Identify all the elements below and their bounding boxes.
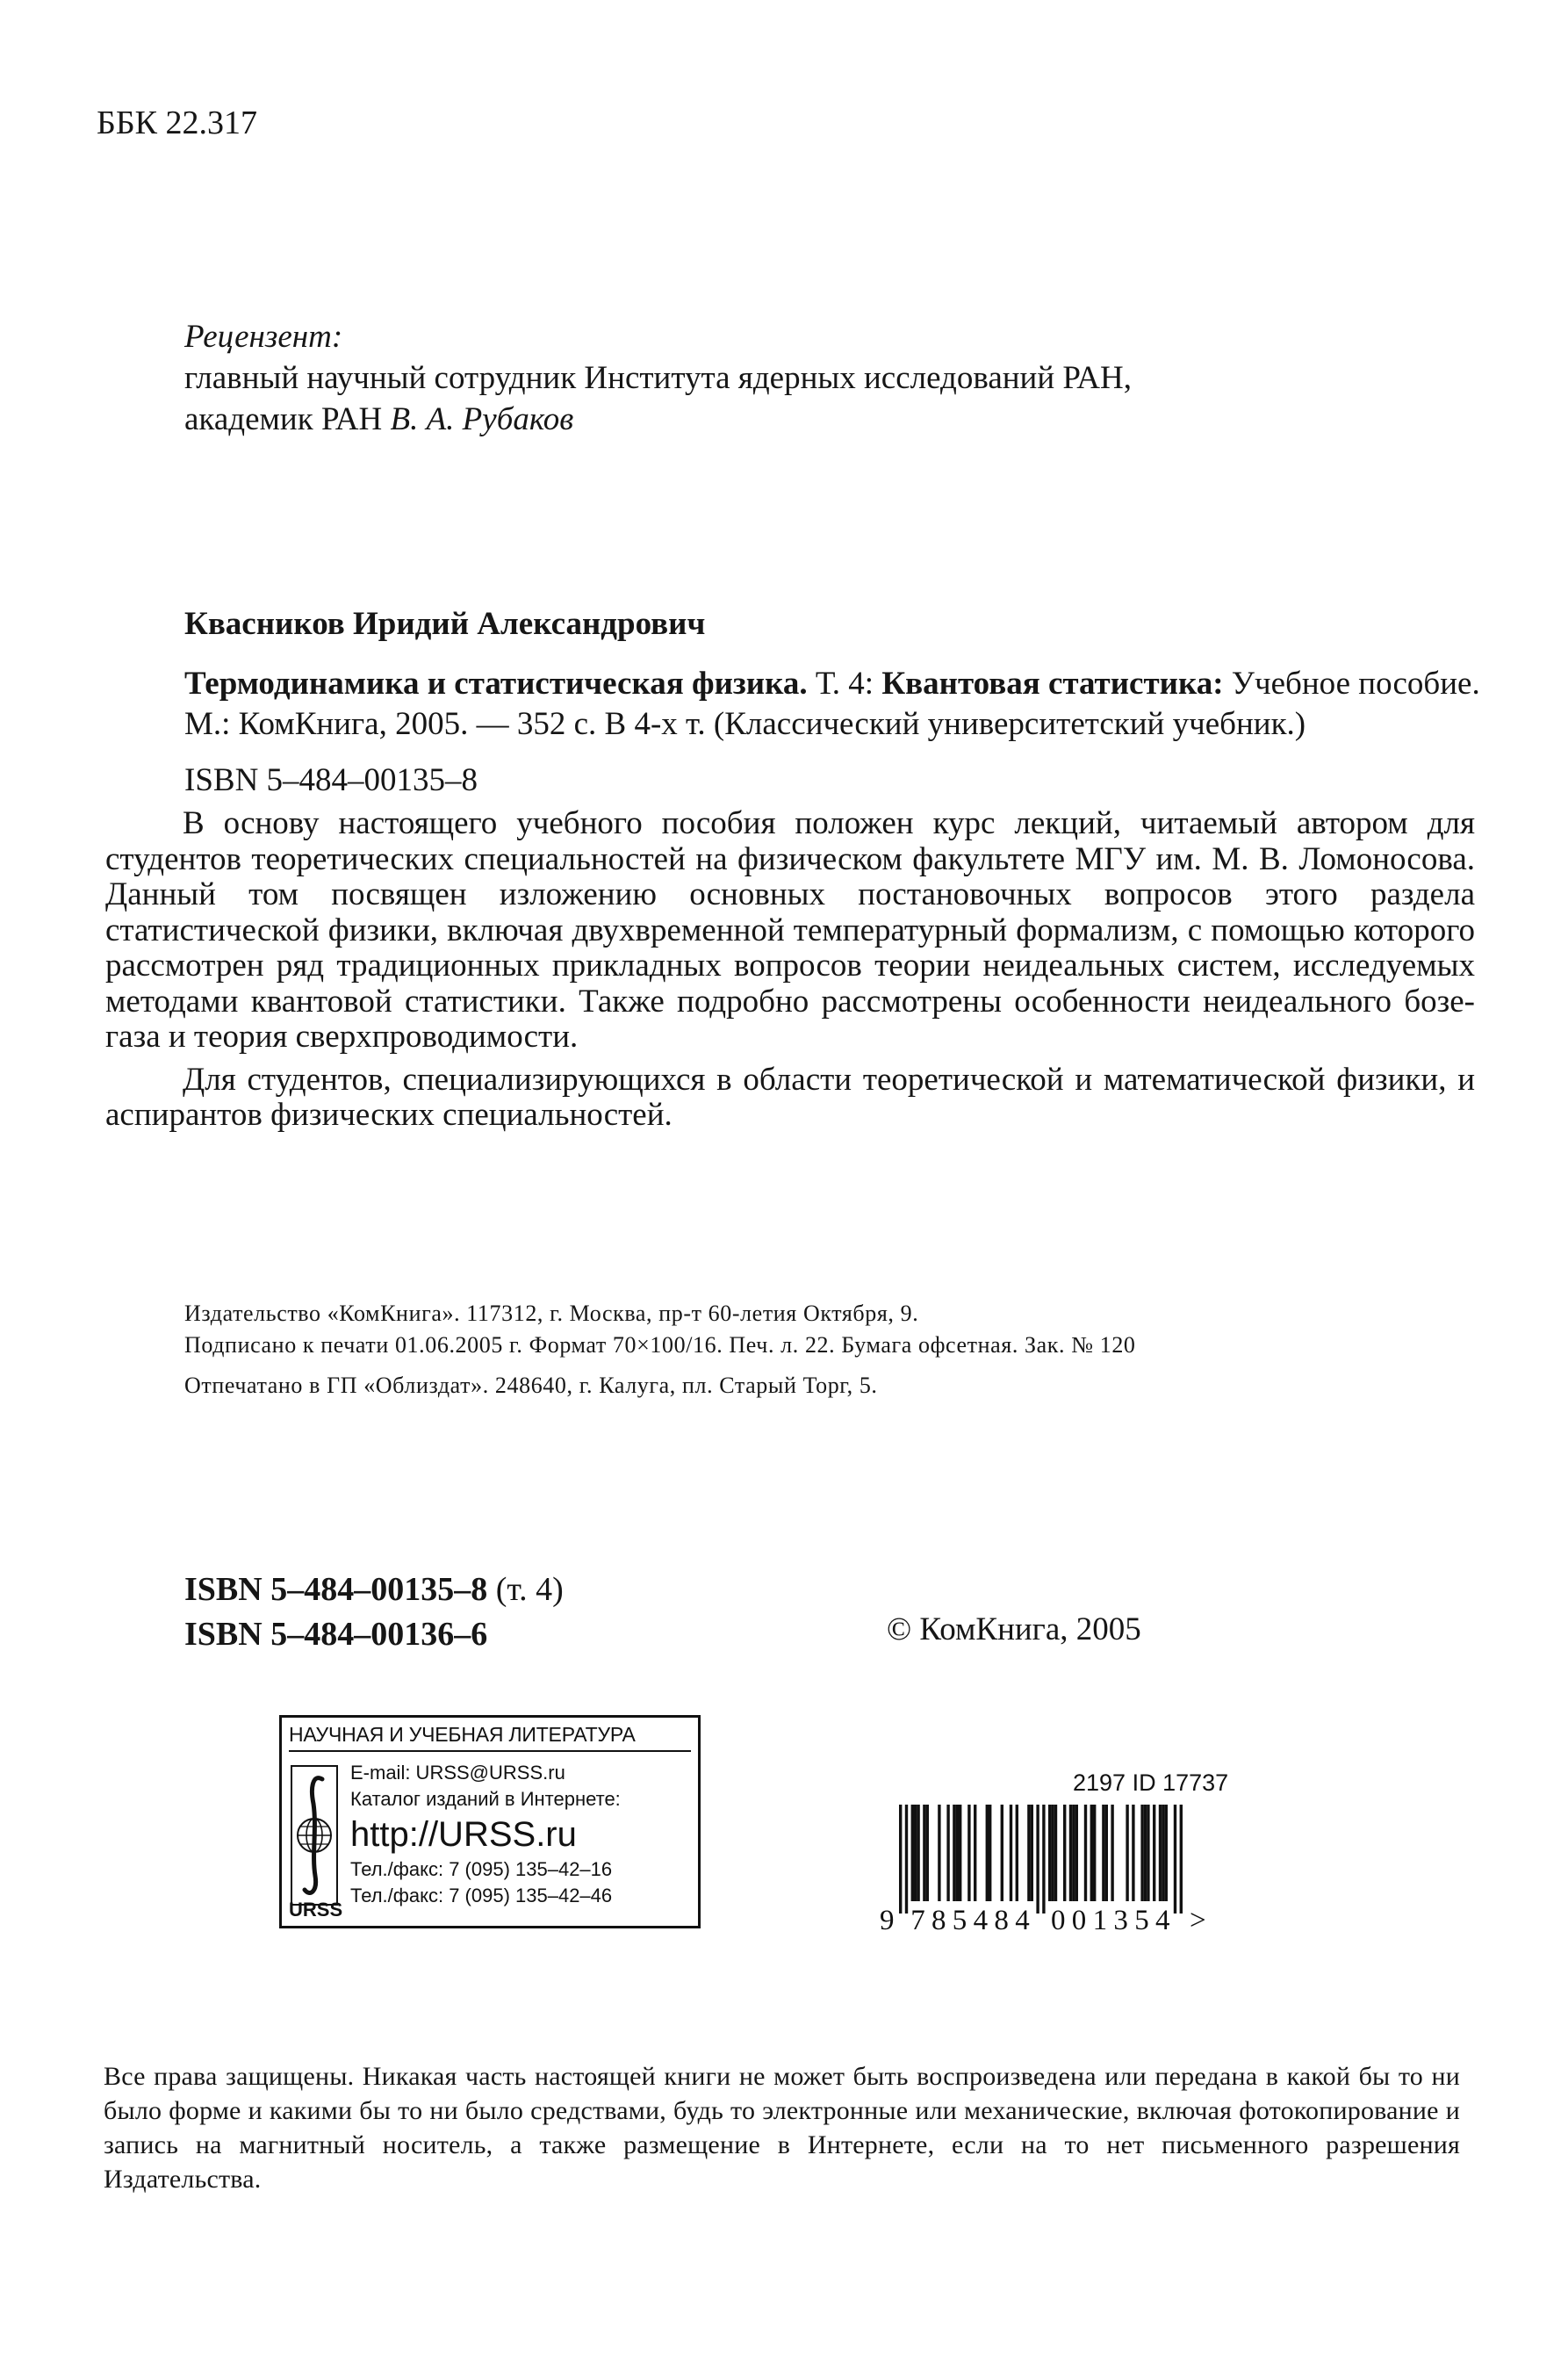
abstract-paragraph-1: В основу настоящего учебного пособия положен курс лекций, читаемый автором для студентов теоретических специальностей на физическом факультете МГУ им. М. В. Ломоносова. Данный том посвящен изложению основных постановочных вопросов этого раздела статистической физики, включая двухвременной температурный формализм, с помощью которого рассмотрен ряд традиционных прикладных вопросов теории неидеальных систем, исследуемых методами квантовой статистики. Также подробно рассмотрены особенности неидеального бозе-газа и теория сверхпроводимости. [105, 805, 1475, 1055]
barcode-bar [905, 1805, 908, 1914]
isbn-volume-line [184, 1568, 564, 1612]
reviewer-block [184, 316, 1501, 440]
publisher-url[interactable]: http://URSS.ru [350, 1815, 577, 1854]
catalog-subtitle: Квантовая статистика: [881, 666, 1224, 702]
barcode-marker: > [1190, 1905, 1206, 1936]
isbn-block [184, 1568, 564, 1657]
barcode-bar [1051, 1805, 1054, 1901]
barcode-bar [1084, 1805, 1087, 1901]
barcode-digit: 5 [1134, 1905, 1149, 1936]
barcode-bar [1105, 1805, 1108, 1901]
imprint-publisher: Издательство «КомКнига». 117312, г. Москва, пр-т 60-летия Октября, 9. [184, 1301, 919, 1326]
barcode-bar [1031, 1805, 1033, 1901]
barcode-digit: 8 [931, 1905, 946, 1936]
barcode-bar [974, 1805, 976, 1901]
barcode-bar [1162, 1805, 1164, 1901]
barcode-block [878, 1769, 1255, 1945]
catalog-volume: Т. 4: [807, 666, 882, 702]
catalog-author: Квасников Иридий Александрович [184, 606, 706, 642]
barcode-digit: 4 [1015, 1905, 1030, 1936]
barcode-bar [914, 1805, 917, 1901]
urss-logo-text: URSS [289, 1899, 343, 1921]
barcode-bar [926, 1805, 929, 1901]
barcode-bar [917, 1805, 919, 1901]
barcode-bar [959, 1805, 961, 1901]
publisher-contacts [350, 1760, 621, 1909]
barcode-bar [1027, 1805, 1030, 1901]
imprint-block [184, 1298, 1457, 1402]
barcode-bar [938, 1805, 940, 1901]
abstract-paragraph-2: Для студентов, специализирующихся в области теоретической и математической физики, и аспирантов физических специальностей. [105, 1061, 1475, 1133]
imprint-printed: Отпечатано в ГП «Облиздат». 248640, г. Калуга, пл. Старый Торг, 5. [184, 1373, 878, 1398]
barcode-digit: 0 [1051, 1905, 1066, 1936]
barcode-bar [956, 1805, 959, 1901]
urss-logo-icon [291, 1765, 338, 1906]
barcode-bar [923, 1805, 925, 1901]
reviewer-line-2 [184, 399, 1501, 440]
barcode-bar [953, 1805, 955, 1901]
reviewer-label: Рецензент: [184, 319, 343, 355]
barcode-bar [1102, 1805, 1104, 1901]
barcode-bar [1042, 1805, 1045, 1914]
catalog-rest: Учебное пособие. М.: КомКнига, 2005. — 352 с. В 4-х т. (Классический университетский учебник.) [184, 666, 1480, 742]
catalog-entry [184, 604, 1484, 801]
publisher-phone-2: Тел./факс: 7 (095) 135–42–46 [350, 1885, 613, 1906]
catalog-title: Термодинамика и статистическая физика. [184, 666, 808, 702]
isbn-set: ISBN 5–484–00136–6 [184, 1616, 488, 1653]
barcode-bar [1132, 1805, 1134, 1901]
barcode-id: 2197 ID 17737 [1073, 1769, 1229, 1796]
publisher-box [279, 1715, 701, 1928]
barcode-bar [1180, 1805, 1183, 1914]
barcode-digit: 4 [1155, 1905, 1170, 1936]
copyright: © КомКнига, 2005 [887, 1611, 1141, 1647]
barcode-bar [911, 1805, 914, 1901]
barcode-bar [1069, 1805, 1072, 1901]
barcode-bar [1144, 1805, 1147, 1901]
barcode-bar [989, 1805, 991, 1901]
publisher-catalog-label: Каталог изданий в Интернете: [350, 1788, 621, 1810]
barcode-bar [1147, 1805, 1149, 1901]
barcode-bar [1159, 1805, 1162, 1901]
publisher-phone-1: Тел./факс: 7 (095) 135–42–16 [350, 1858, 613, 1880]
reviewer-name: В. А. Рубаков [390, 401, 574, 437]
barcode-bar [1048, 1805, 1051, 1901]
barcode-bar [1111, 1805, 1113, 1901]
barcode-digit: 5 [952, 1905, 967, 1936]
reviewer-line-2-prefix: академик РАН [184, 401, 391, 437]
barcode-digit: 1 [1092, 1905, 1108, 1936]
barcode-bar [1016, 1805, 1018, 1901]
isbn-volume-note: (т. 4) [487, 1571, 564, 1608]
barcode-bar [1140, 1805, 1143, 1901]
imprint-signed: Подписано к печати 01.06.2005 г. Формат 70×100/16. Печ. л. 22. Бумага офсетная. Зак. № 120 [184, 1332, 1136, 1358]
barcode-bar [1063, 1805, 1066, 1901]
abstract [105, 806, 1475, 1134]
barcode-bar [1174, 1805, 1176, 1914]
barcode-bar [1075, 1805, 1078, 1901]
barcode-bar [1036, 1805, 1039, 1914]
barcode-bar [1126, 1805, 1128, 1901]
barcode-digit: 0 [1071, 1905, 1087, 1936]
barcode-digit-first: 9 [880, 1905, 895, 1936]
barcode-bar [1153, 1805, 1155, 1901]
barcode-bar [1165, 1805, 1168, 1901]
barcode-bar [946, 1805, 949, 1901]
barcode-bar [1054, 1805, 1057, 1901]
barcode-bar [899, 1805, 902, 1914]
isbn-barcode [878, 1805, 1255, 1936]
barcode-digit: 3 [1113, 1905, 1128, 1936]
barcode-bar [1093, 1805, 1096, 1901]
publisher-email[interactable]: E-mail: URSS@URSS.ru [350, 1762, 565, 1784]
catalog-isbn: ISBN 5–484–00135–8 [184, 762, 478, 798]
barcode-bar [1072, 1805, 1075, 1901]
barcode-bar [1090, 1805, 1093, 1901]
barcode-bar [1010, 1805, 1012, 1901]
publisher-box-header: НАУЧНАЯ И УЧЕБНАЯ ЛИТЕРАТУРА [289, 1723, 691, 1752]
rights-text: Все права защищены. Никакая часть настоящей книги не может быть воспроизведена или передана в какой бы то ни было форме и какими бы то ни было средствами, будь то электронные или механические, включая фотокопирование и запись на магнитный носитель, а также размещение в Интернете, если на то нет письменного разрешения Издательства. [104, 2062, 1460, 2194]
catalog-description [184, 664, 1484, 745]
rights-notice [104, 2059, 1460, 2196]
barcode-bar [986, 1805, 989, 1901]
reviewer-line-1: главный научный сотрудник Института ядерных исследований РАН, [184, 360, 1132, 396]
barcode-digit: 8 [994, 1905, 1009, 1936]
isbn-volume: ISBN 5–484–00135–8 [184, 1571, 488, 1608]
bbk-code: ББК 22.317 [97, 105, 257, 141]
barcode-bar [967, 1805, 970, 1901]
barcode-bar [1001, 1805, 1003, 1901]
barcode-digit: 7 [910, 1905, 925, 1936]
barcode-digit: 4 [973, 1905, 989, 1936]
